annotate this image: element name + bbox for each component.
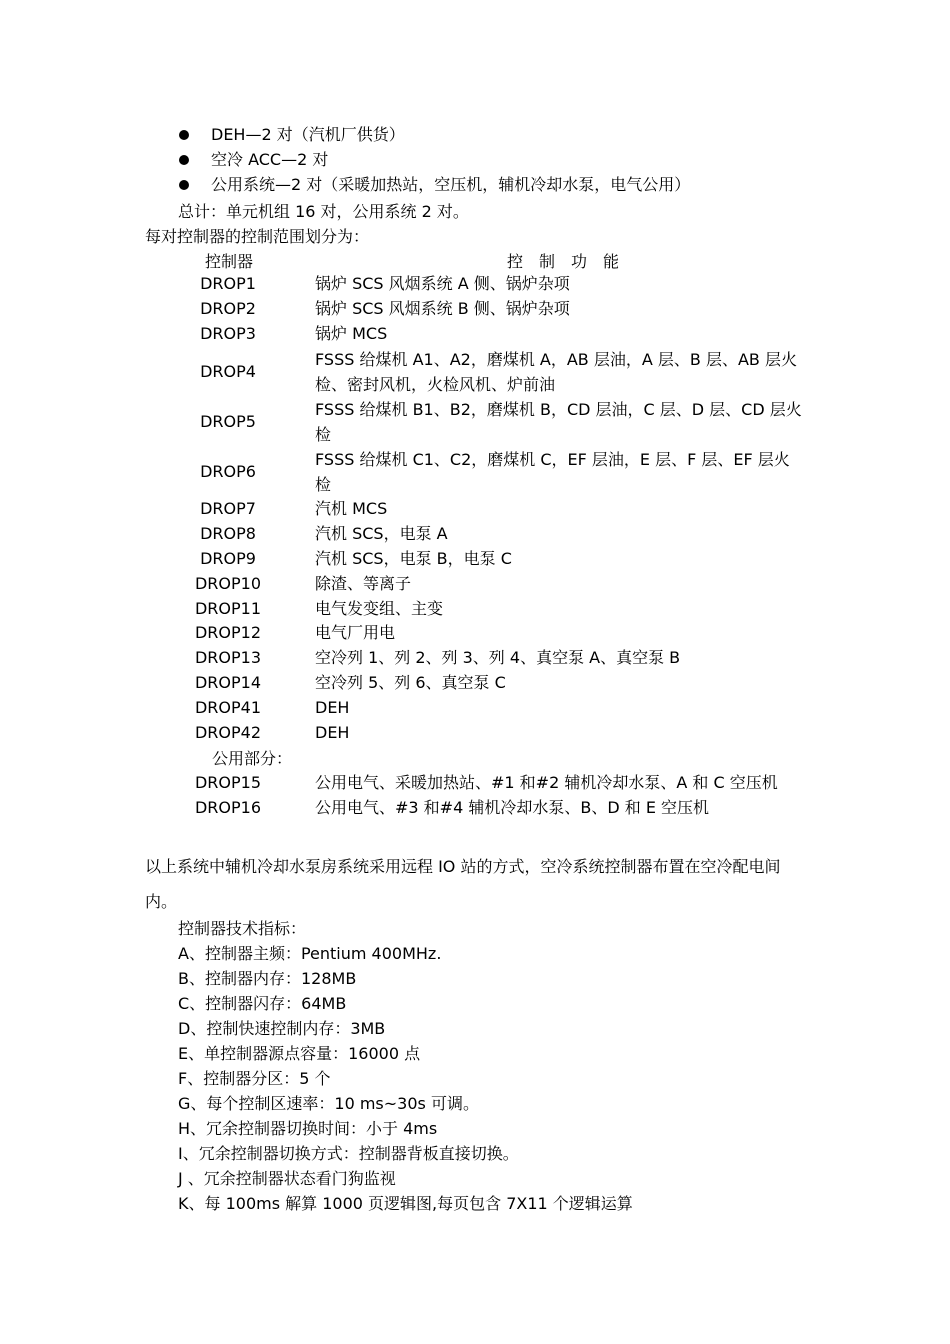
- table-cell-function: 电气厂用电: [315, 623, 396, 642]
- table-cell-controller: DROP6: [200, 462, 256, 481]
- bullet-item: 空冷 ACC—2 对: [211, 150, 329, 169]
- table-cell-controller: DROP1: [200, 274, 256, 293]
- table-cell-controller: DROP7: [200, 499, 256, 518]
- table-cell-controller: DROP13: [194, 648, 262, 667]
- table-cell-function: 电气发变组、主变: [315, 599, 444, 618]
- table-cell-function: 检: [315, 425, 332, 444]
- table-cell-controller: DROP11: [194, 599, 262, 618]
- paragraph-line: 以上系统中辅机冷却水泵房系统采用远程 IO 站的方式，空冷系统控制器布置在空冷配电间: [145, 857, 781, 876]
- table-cell-controller: DROP41: [194, 698, 262, 717]
- table-cell-controller: DROP10: [194, 574, 262, 593]
- table-cell-function: 空冷列 1、列 2、列 3、列 4、真空泵 A、真空泵 B: [315, 648, 681, 667]
- spec-item: I、冗余控制器切换方式：控制器背板直接切换。: [178, 1144, 519, 1163]
- paragraph-line: 内。: [145, 892, 178, 911]
- controller-table: [180, 0, 880, 1344]
- spec-item: D、控制快速控制内存：3MB: [178, 1019, 386, 1038]
- table-cell-function: 除渣、等离子: [315, 574, 412, 593]
- table-cell-controller: DROP2: [200, 299, 256, 318]
- table-cell-function: DEH: [315, 723, 350, 742]
- table-cell-function: 检、密封风机，火检风机、炉前油: [315, 375, 556, 394]
- table-cell-controller: DROP16: [194, 798, 262, 817]
- table-cell-controller: DROP5: [200, 412, 256, 431]
- table-cell-function: 汽机 MCS: [315, 499, 388, 518]
- spec-item: K、每 100ms 解算 1000 页逻辑图,每页包含 7X11 个逻辑运算: [178, 1194, 633, 1213]
- table-cell-controller: DROP42: [194, 723, 262, 742]
- table-cell-function: FSSS 给煤机 B1、B2，磨煤机 B，CD 层油，C 层、D 层、CD 层火: [315, 400, 802, 419]
- spec-item: H、冗余控制器切换时间：小于 4ms: [178, 1119, 438, 1138]
- total-line: 总计：单元机组 16 对，公用系统 2 对。: [178, 202, 469, 221]
- table-cell-function: DEH: [315, 698, 350, 717]
- table-cell-function: 检: [315, 475, 332, 494]
- table-cell-function: 公用电气、采暖加热站、#1 和#2 辅机冷却水泵、A 和 C 空压机: [315, 773, 778, 792]
- spec-item: G、每个控制区速率：10 ms~30s 可调。: [178, 1094, 479, 1113]
- table-cell-function: 空冷列 5、列 6、真空泵 C: [315, 673, 506, 692]
- table-cell-function: 汽机 SCS，电泵 A: [315, 524, 448, 543]
- table-header-controller: 控制器: [205, 252, 254, 271]
- table-cell-controller: DROP3: [200, 324, 256, 343]
- table-cell-function: 公用电气、#3 和#4 辅机冷却水泵、B、D 和 E 空压机: [315, 798, 710, 817]
- spec-item: F、控制器分区：5 个: [178, 1069, 331, 1088]
- bullet-item: 公用系统—2 对（采暖加热站，空压机，辅机冷却水泵，电气公用）: [211, 175, 691, 194]
- spec-item: C、控制器闪存：64MB: [178, 994, 347, 1013]
- spec-item: B、控制器内存：128MB: [178, 969, 357, 988]
- table-header-function: 控 制 功 能: [507, 252, 620, 271]
- bullet-item: DEH—2 对（汽机厂供货）: [211, 125, 405, 144]
- table-cell-function: FSSS 给煤机 C1、C2，磨煤机 C，EF 层油，E 层、F 层、EF 层火: [315, 450, 790, 469]
- common-section-label: 公用部分：: [212, 749, 293, 768]
- table-cell-controller: DROP8: [200, 524, 256, 543]
- table-cell-controller: DROP9: [200, 549, 256, 568]
- scope-intro: 每对控制器的控制范围划分为：: [145, 227, 370, 246]
- table-cell-controller: DROP14: [194, 673, 262, 692]
- spec-item: J 、冗余控制器状态看门狗监视: [178, 1169, 396, 1188]
- spec-item: A、控制器主频：Pentium 400MHz.: [178, 944, 442, 963]
- spec-item: E、单控制器源点容量：16000 点: [178, 1044, 421, 1063]
- table-cell-function: 汽机 SCS，电泵 B，电泵 C: [315, 549, 512, 568]
- table-cell-function: 锅炉 SCS 风烟系统 B 侧、锅炉杂项: [315, 299, 570, 318]
- table-cell-controller: DROP12: [194, 623, 262, 642]
- table-cell-controller: DROP4: [200, 362, 256, 381]
- specs-title: 控制器技术指标：: [178, 919, 307, 938]
- table-cell-function: 锅炉 MCS: [315, 324, 388, 343]
- table-cell-controller: DROP15: [194, 773, 262, 792]
- table-cell-function: FSSS 给煤机 A1、A2，磨煤机 A，AB 层油，A 层、B 层、AB 层火: [315, 350, 797, 369]
- table-cell-function: 锅炉 SCS 风烟系统 A 侧、锅炉杂项: [315, 274, 570, 293]
